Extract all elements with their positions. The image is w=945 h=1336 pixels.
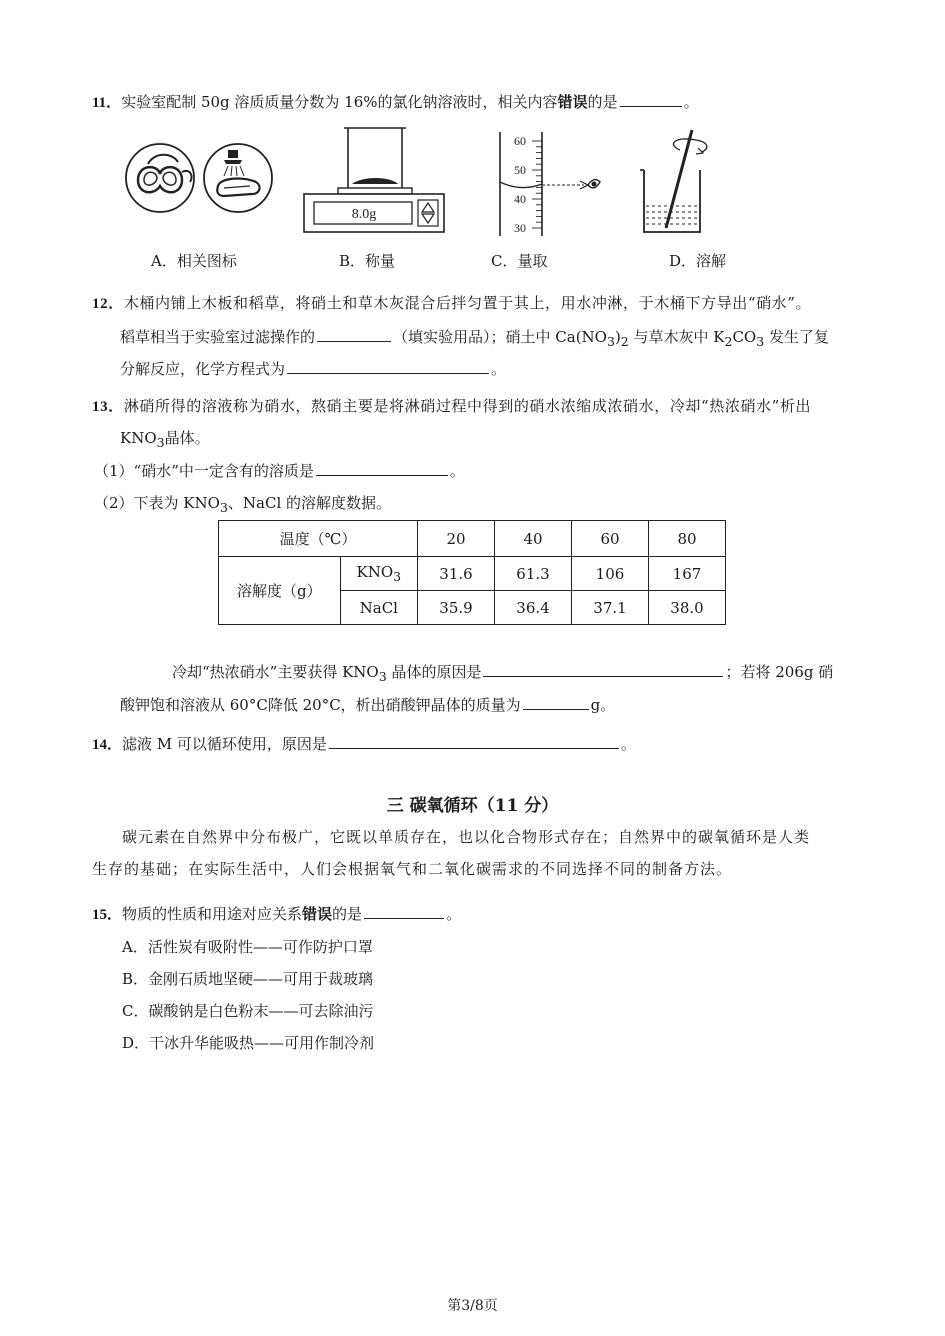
kno3-label bbox=[340, 557, 417, 591]
q14-number: 14． bbox=[92, 737, 123, 753]
q11-stem bbox=[92, 91, 699, 112]
kno3-sub: 3 bbox=[393, 569, 402, 584]
q13-number: 13． bbox=[92, 399, 124, 415]
q12-blank-equation[interactable] bbox=[287, 358, 489, 374]
q12-text-2b: （填实验用品）；硝土中 Ca(NO bbox=[393, 328, 607, 346]
section-3-intro-line-1: 碳元素在自然界中分布极广，它既以单质存在，也以化合物形式存在；自然界中的碳氧循环是人类 bbox=[122, 828, 811, 846]
figure-b-balance bbox=[302, 126, 446, 234]
q11-text-after: 的是 bbox=[587, 93, 618, 111]
q11-answer-blank[interactable] bbox=[620, 91, 682, 107]
q13-line-2 bbox=[120, 427, 210, 450]
solubility-table bbox=[218, 520, 726, 625]
kno3-value-80: 167 bbox=[649, 557, 726, 591]
q13-sub1-blank[interactable] bbox=[316, 460, 448, 476]
temp-header: 温度（℃） bbox=[219, 521, 418, 557]
q12-sub-2: 2 bbox=[620, 334, 629, 349]
temp-40: 40 bbox=[495, 521, 572, 557]
q13-after-text-b: 晶体的原因是 bbox=[386, 663, 482, 681]
q12-blank-1[interactable] bbox=[317, 326, 391, 342]
q12-text-2a: 稻草相当于实验室过滤操作的 bbox=[120, 328, 316, 346]
solubility-label: 溶解度（g） bbox=[219, 557, 341, 625]
balance-reading: 8.0g bbox=[351, 207, 377, 222]
tick-label-30: 30 bbox=[514, 221, 526, 235]
q13-sub2-sub: 3 bbox=[219, 500, 228, 515]
q15-text: 物质的性质和用途对应关系 bbox=[122, 905, 303, 923]
q12-line-2 bbox=[120, 326, 829, 349]
q14-blank[interactable] bbox=[329, 733, 619, 749]
q13-sub1-text: （1）“硝水”中一定含有的溶质是 bbox=[94, 462, 314, 480]
table-row-kno3 bbox=[219, 557, 726, 591]
kno3-value-60: 106 bbox=[572, 557, 649, 591]
section-3-intro-line-2: 生存的基础；在实际生活中，人们会根据氧气和二氧化碳需求的不同选择不同的制备方法。 bbox=[92, 860, 733, 878]
meniscus bbox=[500, 182, 542, 188]
nacl-value-80: 38.0 bbox=[649, 591, 726, 625]
temp-60: 60 bbox=[572, 521, 649, 557]
q12-sub-1: 3 bbox=[606, 334, 615, 349]
figure-c-graduated-cylinder bbox=[498, 132, 610, 238]
wash-hands-icon bbox=[204, 144, 272, 212]
q13-mass-blank[interactable] bbox=[523, 694, 589, 710]
q13-after-line-2 bbox=[120, 694, 615, 715]
kno3-text: KNO bbox=[356, 563, 394, 581]
q14-stem bbox=[92, 733, 636, 754]
q11-emphasis: 错误 bbox=[557, 93, 588, 111]
q15-option-c: C．碳酸钠是白色粉末——可去除油污 bbox=[122, 1002, 374, 1020]
q13-reason-blank[interactable] bbox=[483, 661, 723, 677]
option-b-caption: B．称量 bbox=[339, 252, 396, 270]
q13-text-2b: 晶体。 bbox=[164, 429, 210, 447]
page-number: 第3/8页 bbox=[447, 1298, 498, 1314]
q15-answer-blank[interactable] bbox=[364, 903, 444, 919]
goggles-icon bbox=[126, 144, 194, 212]
q11-number: 11． bbox=[92, 95, 122, 111]
q13-after-line-1 bbox=[172, 661, 833, 684]
nacl-value-40: 36.4 bbox=[495, 591, 572, 625]
q12-text-1: 木桶内铺上木板和稻草，将硝土和草木灰混合后拌匀置于其上，用水冲淋，于木桶下方导出“硝水”。 bbox=[123, 294, 812, 312]
q12-line-3 bbox=[120, 358, 506, 379]
nacl-label: NaCl bbox=[340, 591, 417, 625]
option-d-caption: D．溶解 bbox=[669, 252, 727, 270]
q15-emphasis: 错误 bbox=[302, 905, 333, 923]
q13-after-text-a: 冷却“热浓硝水”主要获得 KNO bbox=[172, 663, 379, 681]
q15-option-d: D．干冰升华能吸热——可用作制冷剂 bbox=[122, 1034, 375, 1052]
table-header-row bbox=[219, 521, 726, 557]
section-3-title: 三 碳氧循环（11 分） bbox=[386, 796, 559, 816]
q13-sub-question-1 bbox=[94, 460, 465, 481]
glass-rod bbox=[666, 130, 692, 228]
q13-sub-question-2 bbox=[94, 492, 391, 515]
q13-after2-end: g。 bbox=[590, 696, 616, 714]
q14-end: 。 bbox=[620, 735, 636, 753]
q15-option-b: B．金刚石质地坚硬——可用于裁玻璃 bbox=[122, 970, 374, 988]
option-a-caption: A．相关图标 bbox=[151, 252, 237, 270]
nacl-value-20: 35.9 bbox=[418, 591, 495, 625]
q15-end: 。 bbox=[446, 905, 462, 923]
q15-stem bbox=[92, 903, 461, 924]
q12-text-2e: CO bbox=[732, 328, 757, 346]
q12-sub-4: 3 bbox=[756, 334, 765, 349]
q13-after-text-c: ；若将 206g 硝 bbox=[725, 663, 834, 681]
q13-text-2a: KNO bbox=[120, 429, 157, 447]
figure-a-safety-icons bbox=[124, 142, 274, 214]
q11-end: 。 bbox=[683, 93, 699, 111]
tick-label-50: 50 bbox=[514, 163, 526, 177]
kno3-value-40: 61.3 bbox=[495, 557, 572, 591]
q15-option-a: A．活性炭有吸附性——可作防护口罩 bbox=[122, 938, 373, 956]
q12-text-2c: ) bbox=[614, 328, 621, 346]
q12-text-3: 分解反应，化学方程式为 bbox=[120, 360, 286, 378]
q13-sub1-end: 。 bbox=[449, 462, 465, 480]
q12-line-1 bbox=[92, 292, 811, 313]
temp-80: 80 bbox=[649, 521, 726, 557]
q12-end: 。 bbox=[491, 360, 507, 378]
tick-label-60: 60 bbox=[514, 134, 526, 148]
eye-icon bbox=[588, 180, 600, 188]
q13-sub: 3 bbox=[156, 435, 165, 450]
q13-sub2-text-b: 、NaCl 的溶解度数据。 bbox=[227, 494, 392, 512]
temp-20: 20 bbox=[418, 521, 495, 557]
q12-sub-3: 2 bbox=[724, 334, 733, 349]
salt-pile bbox=[352, 178, 398, 184]
q11-text: 实验室配制 50g 溶质质量分数为 16%的氯化钠溶液时，相关内容 bbox=[121, 93, 558, 111]
q15-number: 15． bbox=[92, 907, 123, 923]
nacl-value-60: 37.1 bbox=[572, 591, 649, 625]
q12-text-2d: 与草木灰中 K bbox=[628, 328, 725, 346]
q13-text-1: 淋硝所得的溶液称为硝水，熬硝主要是将淋硝过程中得到的硝水浓缩成浓硝水，冷却“热浓硝水”析出 bbox=[123, 397, 812, 415]
q13-after2-text: 酸钾饱和溶液从 60°C降低 20°C，析出硝酸钾晶体的质量为 bbox=[120, 696, 521, 714]
q13-sub2-text-a: （2）下表为 KNO bbox=[94, 494, 220, 512]
kno3-value-20: 31.6 bbox=[418, 557, 495, 591]
q13-line-1 bbox=[92, 395, 811, 416]
option-c-caption: C．量取 bbox=[491, 252, 548, 270]
q13-after-sub: 3 bbox=[378, 669, 387, 684]
figure-d-dissolving-beaker bbox=[636, 128, 716, 238]
tick-label-40: 40 bbox=[514, 192, 526, 206]
q12-number: 12． bbox=[92, 296, 124, 312]
q15-text-after: 的是 bbox=[332, 905, 363, 923]
q12-text-2f: 发生了复 bbox=[764, 328, 829, 346]
q14-text: 滤液 M 可以循环使用，原因是 bbox=[122, 735, 327, 753]
